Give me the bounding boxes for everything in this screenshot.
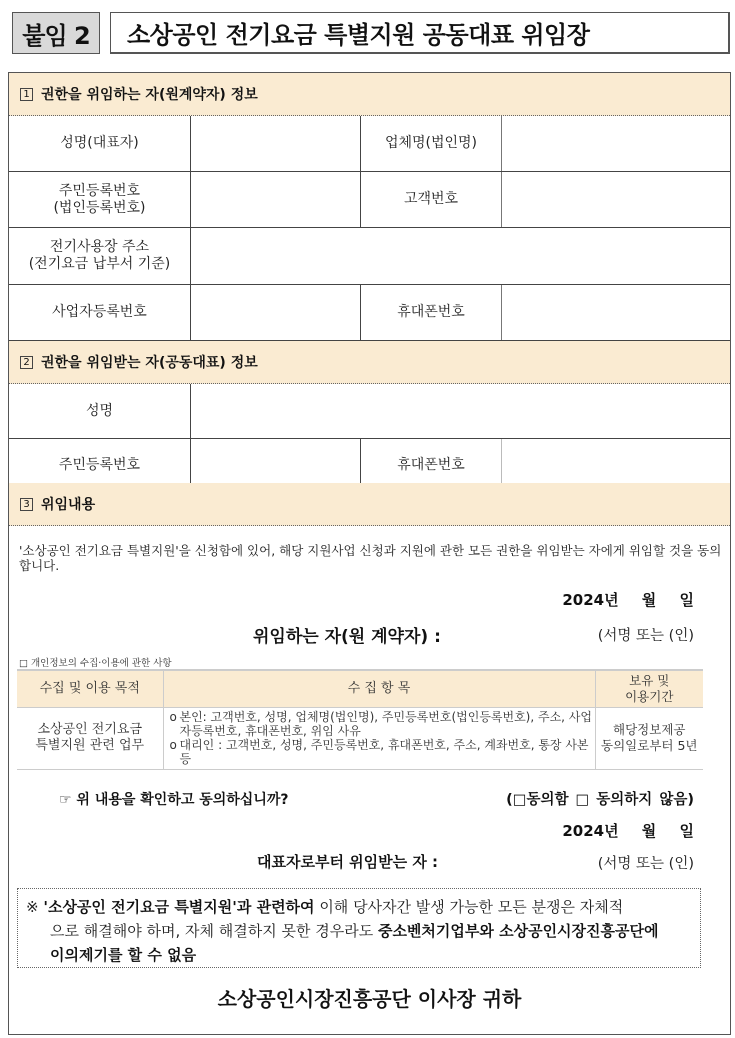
retention-line: 해당정보제공: [613, 722, 686, 737]
list-item: [170, 738, 595, 766]
notice-box: [17, 888, 701, 968]
company-field[interactable]: [502, 116, 730, 171]
section3-title: 위임내용: [41, 497, 96, 513]
table-row: [9, 172, 730, 228]
section3-header: [9, 483, 730, 526]
header-line: 보유 및: [629, 672, 670, 688]
label-delegate-resident-number: 주민등록번호: [9, 439, 191, 492]
header-retention: [595, 670, 703, 707]
agree-question: ☞ 위 내용을 확인하고 동의하십니까?: [59, 792, 289, 808]
list-item: [170, 710, 595, 738]
delegate-sign-label: 대표자로부터 위임받는 자 :: [257, 853, 439, 871]
header-items: 수 집 항 목: [163, 670, 595, 707]
section1-header: [9, 73, 730, 116]
label-address: [9, 228, 191, 284]
resident-number-field[interactable]: [191, 172, 361, 227]
section2-title: 권한을 위임받는 자(공동대표) 정보: [41, 355, 258, 371]
consent-text: '소상공인 전기요금 특별지원'을 신청함에 있어, 해당 지원사업 신청과 지원에 관한 모든 권한을 위임받는 자에게 위임할 것을 동의합니다.: [19, 543, 722, 573]
attachment-badge: 붙임 2: [12, 12, 100, 54]
purpose-line: 소상공인 전기요금: [37, 722, 143, 737]
purpose-cell: [17, 707, 163, 769]
section-number-box: 1: [20, 88, 33, 101]
delegate-name-field[interactable]: [191, 384, 730, 438]
retention-cell: [595, 707, 703, 769]
bullet-icon: o: [169, 710, 177, 724]
notice-line: [26, 943, 690, 967]
section2-header: [9, 341, 730, 384]
privacy-table-header: [17, 670, 703, 707]
purpose-line: 특별지원 관련 업무: [35, 738, 145, 753]
date-line-2: 2024년 월 일: [562, 822, 694, 840]
items-cell: [163, 707, 595, 769]
reference-mark-icon: ※: [26, 898, 39, 916]
business-number-field[interactable]: [191, 285, 361, 340]
label-line: (전기요금 납부서 기준): [28, 256, 171, 272]
retention-line: 동의일로부터 5년: [601, 738, 698, 753]
label-resident-number: [9, 172, 191, 227]
label-delegate-mobile: 휴대폰번호: [361, 439, 502, 492]
form-frame: [8, 72, 731, 1035]
label-business-number: 사업자등록번호: [9, 285, 191, 340]
table-row: [9, 285, 730, 341]
mobile-field[interactable]: [502, 285, 730, 340]
label-line: 전기사용장 주소: [49, 239, 150, 255]
notice-text: 이해 당사자간 발생 가능한 모든 분쟁은 자체적: [314, 898, 624, 916]
date-line-1: 2024년 월 일: [562, 591, 694, 609]
header-line: 이용기간: [625, 688, 674, 704]
delegate-sign-suffix: (서명 또는 (인): [597, 856, 694, 872]
bullet-icon: o: [169, 738, 177, 752]
address-field[interactable]: [191, 228, 730, 284]
privacy-note: □ 개인정보의 수집·이용에 관한 사항: [19, 658, 172, 669]
item-text: 본인: 고객번호, 성명, 업체명(법인명), 주민등록번호(법인등록번호), 주소, 사업자등록번호, 휴대폰번호, 위임 사유: [179, 710, 592, 738]
item-text: 대리인 : 고객번호, 성명, 주민등록번호, 휴대폰번호, 주소, 계좌번호, 통장 사본 등: [179, 738, 589, 766]
section-number-box: 2: [20, 356, 33, 369]
header-purpose: 수집 및 이용 목적: [17, 670, 163, 707]
privacy-table-row: [17, 707, 703, 769]
document-title: 소상공인 전기요금 특별지원 공동대표 위임장: [110, 12, 730, 54]
name-rep-field[interactable]: [191, 116, 361, 171]
delegator-sign-suffix: (서명 또는 (인): [597, 628, 694, 644]
notice-bold-text: 이의제기를 할 수 없음: [50, 946, 197, 964]
notice-bold-text: '소상공인 전기요금 특별지원'과 관련하여: [43, 898, 315, 916]
label-name-rep: 성명(대표자): [9, 116, 191, 171]
notice-text: 으로 해결해야 하며, 자체 해결하지 못한 경우라도: [50, 922, 378, 940]
agree-options[interactable]: (□동의함 □ 동의하지 않음): [506, 792, 694, 808]
section1-title: 권한을 위임하는 자(원계약자) 정보: [41, 87, 258, 103]
label-mobile: 휴대폰번호: [361, 285, 502, 340]
addressee: 소상공인시장진흥공단 이사장 귀하: [217, 987, 522, 1011]
section-number-box: 3: [20, 498, 33, 511]
notice-bold-text: 중소벤처기업부와 소상공인시장진흥공단에: [377, 922, 659, 940]
label-company: 업체명(법인명): [361, 116, 502, 171]
table-row: [9, 116, 730, 172]
label-line: 주민등록번호: [58, 182, 141, 199]
privacy-table: [17, 669, 703, 770]
table-row: [9, 228, 730, 285]
label-line: (법인등록번호): [53, 199, 146, 216]
table-row: [9, 384, 730, 439]
title-row: [12, 12, 730, 54]
customer-number-field[interactable]: [502, 172, 730, 227]
label-customer-number: 고객번호: [361, 172, 502, 227]
delegator-sign-label: 위임하는 자(원 계약자) :: [253, 627, 441, 647]
notice-line: [26, 919, 690, 943]
label-delegate-name: 성명: [9, 384, 191, 438]
